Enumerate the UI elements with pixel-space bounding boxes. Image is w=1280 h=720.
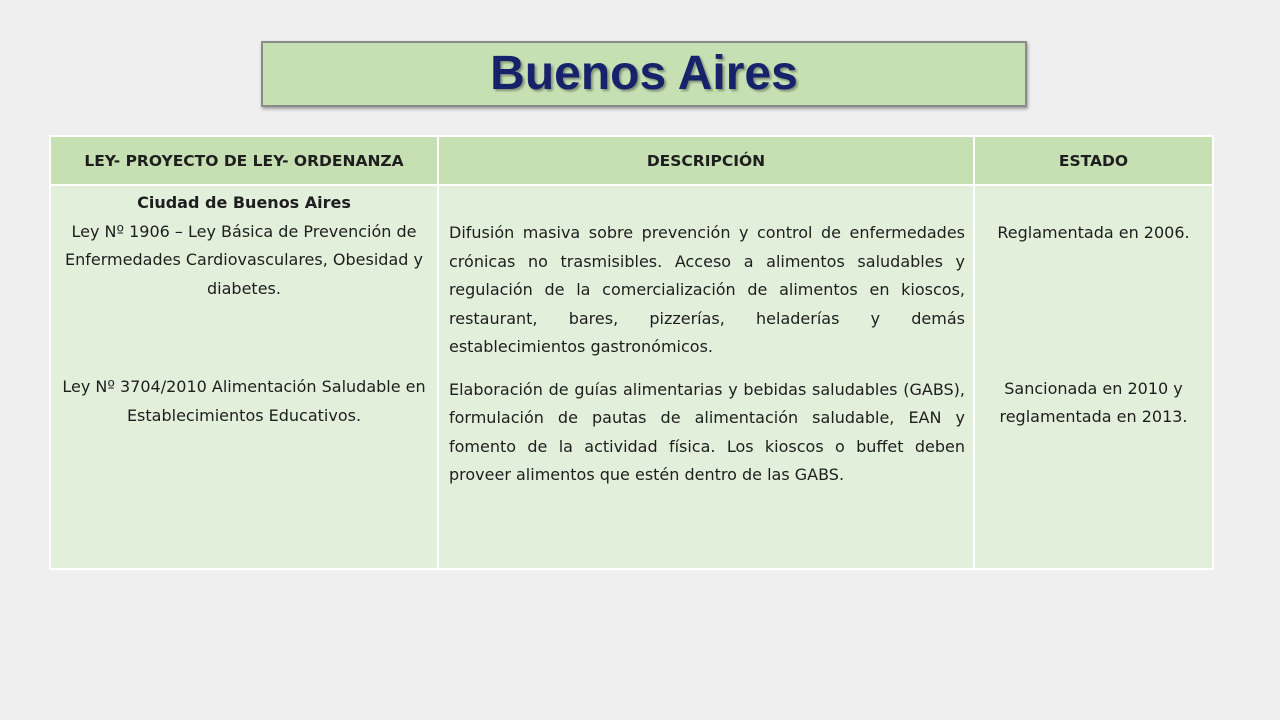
laws-table	[49, 135, 1214, 570]
law-1906: Ley Nº 1906 – Ley Básica de Prevención de Enfermedades Cardiovasculares, Obesidad y diabetes.	[65, 221, 423, 298]
header-status: ESTADO	[974, 136, 1213, 185]
description-law-1906: Difusión masiva sobre prevención y control de enfermedades crónicas no trasmisibles. Acceso a alimentos saludables y regulación de la comercialización de alimentos en kioscos, restaurant, bares, pizzerías, heladerías y demás establecimientos gastronómicos.	[449, 223, 965, 356]
status-cell	[974, 185, 1213, 569]
slide-title: Buenos Aires	[490, 47, 798, 100]
law-cell	[50, 185, 438, 569]
table-header-row	[50, 136, 1213, 185]
header-law: LEY- PROYECTO DE LEY- ORDENANZA	[50, 136, 438, 185]
description-law-3704: Elaboración de guías alimentarias y bebidas saludables (GABS), formulación de pautas de alimentación saludable, EAN y fomento de la actividad física. Los kioscos o buffet deben proveer alimentos que estén dentro de las GABS.	[449, 379, 965, 484]
status-law-1906: Reglamentada en 2006.	[997, 223, 1190, 242]
header-description: DESCRIPCIÓN	[438, 136, 974, 185]
city-name: Ciudad de Buenos Aires	[137, 193, 351, 212]
slide-title-box	[261, 41, 1027, 107]
law-3704: Ley Nº 3704/2010 Alimentación Saludable en Establecimientos Educativos.	[62, 377, 426, 425]
description-cell	[438, 185, 974, 569]
status-law-3704: Sancionada en 2010 y reglamentada en 2013.	[999, 378, 1188, 426]
table-row	[50, 185, 1213, 569]
